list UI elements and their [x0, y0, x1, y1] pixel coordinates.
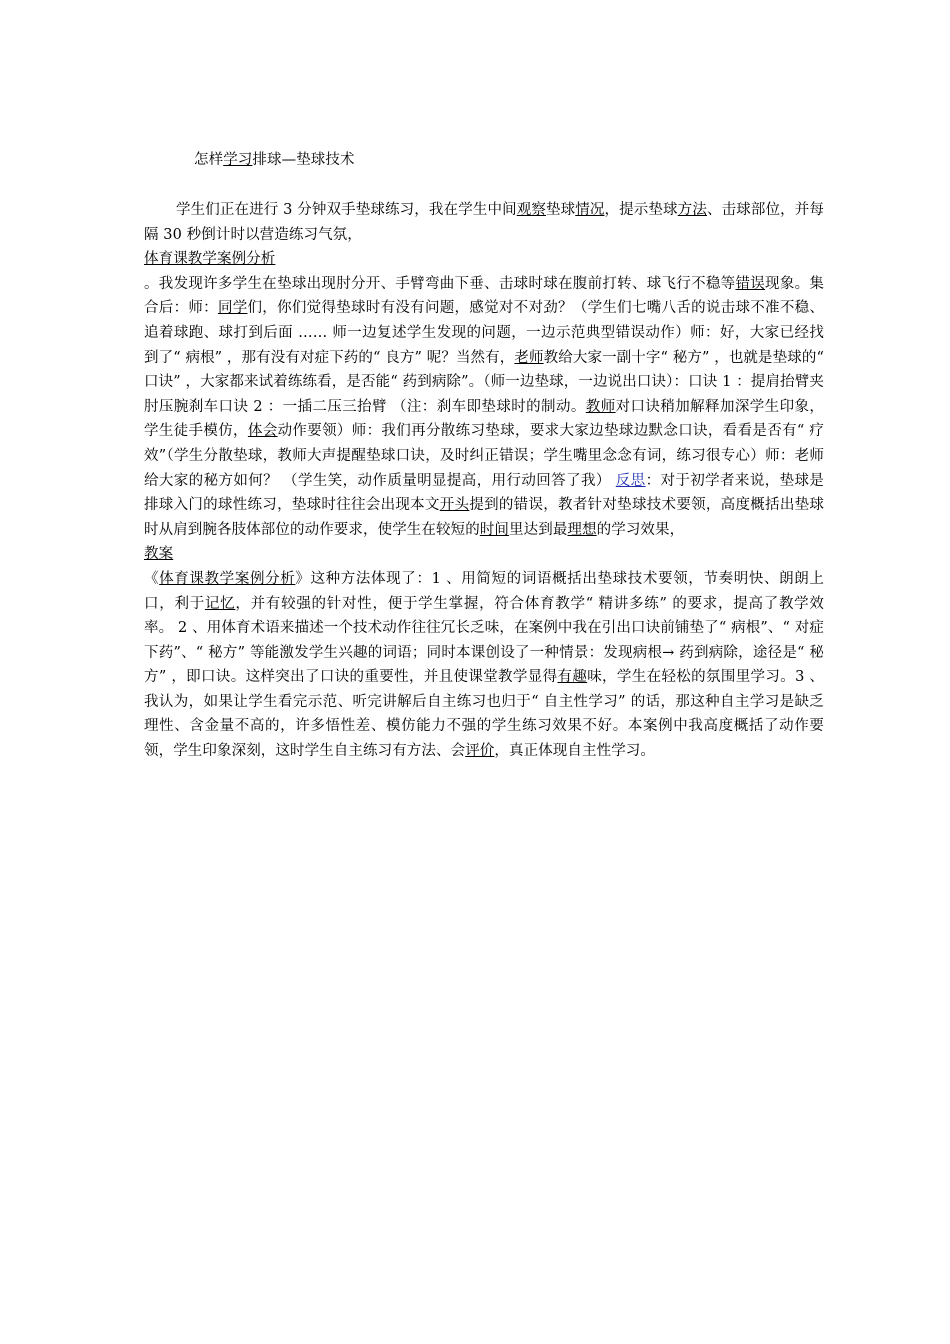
link-reflection[interactable]: 反思	[615, 472, 646, 489]
intro-text: ，提示垫球	[604, 202, 678, 218]
lesson-text: ，真正体现自主性学习。	[494, 743, 656, 760]
link-situation[interactable]: 情况	[575, 202, 605, 218]
intro-paragraph	[144, 198, 824, 247]
lesson-text: 《	[144, 570, 160, 587]
link-evaluation[interactable]: 评价	[465, 743, 495, 760]
link-memory[interactable]: 记忆	[204, 595, 236, 612]
case-text: 提到的错误，教者针对垫球技术要领，高度概括出垫球时从肩到腕各肢体部位的动作要求，使学生在较短的	[144, 497, 824, 538]
link-beginning[interactable]: 开头	[439, 497, 470, 514]
link-case-analysis[interactable]: 体育课教学案例分析	[159, 570, 296, 587]
case-text: 。我发现许多学生在垫球出现肘分开、手臂弯曲下垂、击球时球在腹前打转、球飞行不稳等	[144, 275, 736, 292]
case-text: 现象。集合后：师：	[144, 275, 825, 317]
link-ideal[interactable]: 理想	[567, 521, 597, 538]
lesson-text: 味，学生在轻松的氛围里学习。3 、我认为，如果让学生看完示范、听完讲解后自主练习也归于“ 自主性学习” 的话，那这种自主学习是缺乏理性、含金量不高的，许多悟性差、模仿能力不强的学生练习效果不好。本案例中我高度概括了动作要领，学生印象深刻，这时学生自主练习有方法、会	[144, 669, 824, 760]
link-instructor[interactable]: 教师	[585, 398, 616, 415]
spacer	[144, 172, 824, 198]
link-teacher[interactable]: 老师	[514, 349, 544, 366]
intro-text: 学生们正在进行 3 分钟双手垫球练习，我在学生中间	[176, 202, 517, 218]
link-classmate[interactable]: 同学	[217, 300, 248, 317]
link-method[interactable]: 方法	[677, 202, 707, 218]
intro-text: 垫球	[545, 202, 576, 218]
link-error[interactable]: 错误	[735, 275, 766, 292]
title-link-study[interactable]: 学习	[223, 152, 253, 168]
link-observe[interactable]: 观察	[516, 202, 546, 218]
link-time[interactable]: 时间	[479, 521, 510, 538]
case-text: 动作要领）师：我们再分散练习垫球，要求大家边垫球边默念口诀，看看是否有“ 疗效”（学生分散垫球，教师大声提醒垫球口诀，及时纠正错误；学生嘴里念念有词，练习很专心）师：老师给大家的秘方如何？ （学生笑，动作质量明显提高，用行动回答了我）	[144, 423, 824, 489]
lesson-paragraph	[144, 567, 824, 764]
section-heading-case-analysis[interactable]: 体育课教学案例分析	[144, 251, 276, 268]
lesson-text: 》这种方法体现了：1 、用简短的词语概括出垫球技术要领，节奏明快、朗朗上口，利于	[144, 570, 824, 612]
case-paragraph	[144, 272, 824, 543]
intro-text: 、击球部位，并每隔 30 秒倒计时以营造练习气氛，	[144, 202, 824, 243]
title-text: 怎样	[194, 152, 224, 168]
lesson-text: ，并有较强的针对性，便于学生掌握，符合体育教学“ 精讲多练” 的要求，提高了教学效率。 2 、用体育术语来描述一个技术动作往往冗长乏味，在案例中我在引出口诀前铺垫了“ 病根”、“ 对症下药”、“ 秘方” 等能激发学生兴趣的词语；同时本课创设了一种情景：发现病根→ 药到病除，途径是“ 秘方” ，即口诀。这样突出了口诀的重要性，并且使课堂教学显得	[144, 595, 825, 686]
case-text: 教给大家一副十字“ 秘方” ，也就是垫球的“ 口诀” ，大家都来试着练练看，是否能“ 药到病除”。（师一边垫球，一边说出口诀）：口诀 1 ：提肩抬臂夹肘压腕刹车口诀 2 ：一插二压三抬臂 （注：刹车即垫球时的制动。	[144, 349, 825, 415]
case-text: 的学习效果，	[596, 521, 685, 538]
case-text: ：对于初学者来说，垫球是排球入门的球性练习，垫球时往往会出现本文	[144, 472, 825, 514]
title-text-rest: 排球—垫球技术	[252, 152, 355, 168]
case-text: 里达到最	[509, 521, 568, 538]
section-heading-lesson-plan[interactable]: 教案	[144, 546, 174, 563]
case-text: 对口诀稍加解释加深学生印象，学生徒手模仿，	[144, 398, 825, 440]
link-experience[interactable]: 体会	[247, 423, 278, 440]
document-page	[144, 148, 824, 764]
document-title	[194, 148, 824, 172]
case-text: 们，你们觉得垫球时有没有问题，感觉对不对劲？（学生们七嘴八舌的说击球不准不稳、追着球跑、球打到后面 …… 师一边复述学生发现的问题，一边示范典型错误动作）师：好，大家已经找到了“ 病根” ，那有没有对症下药的“ 良方” 呢？当然有，	[144, 300, 824, 366]
link-interesting[interactable]: 有趣	[557, 669, 588, 686]
